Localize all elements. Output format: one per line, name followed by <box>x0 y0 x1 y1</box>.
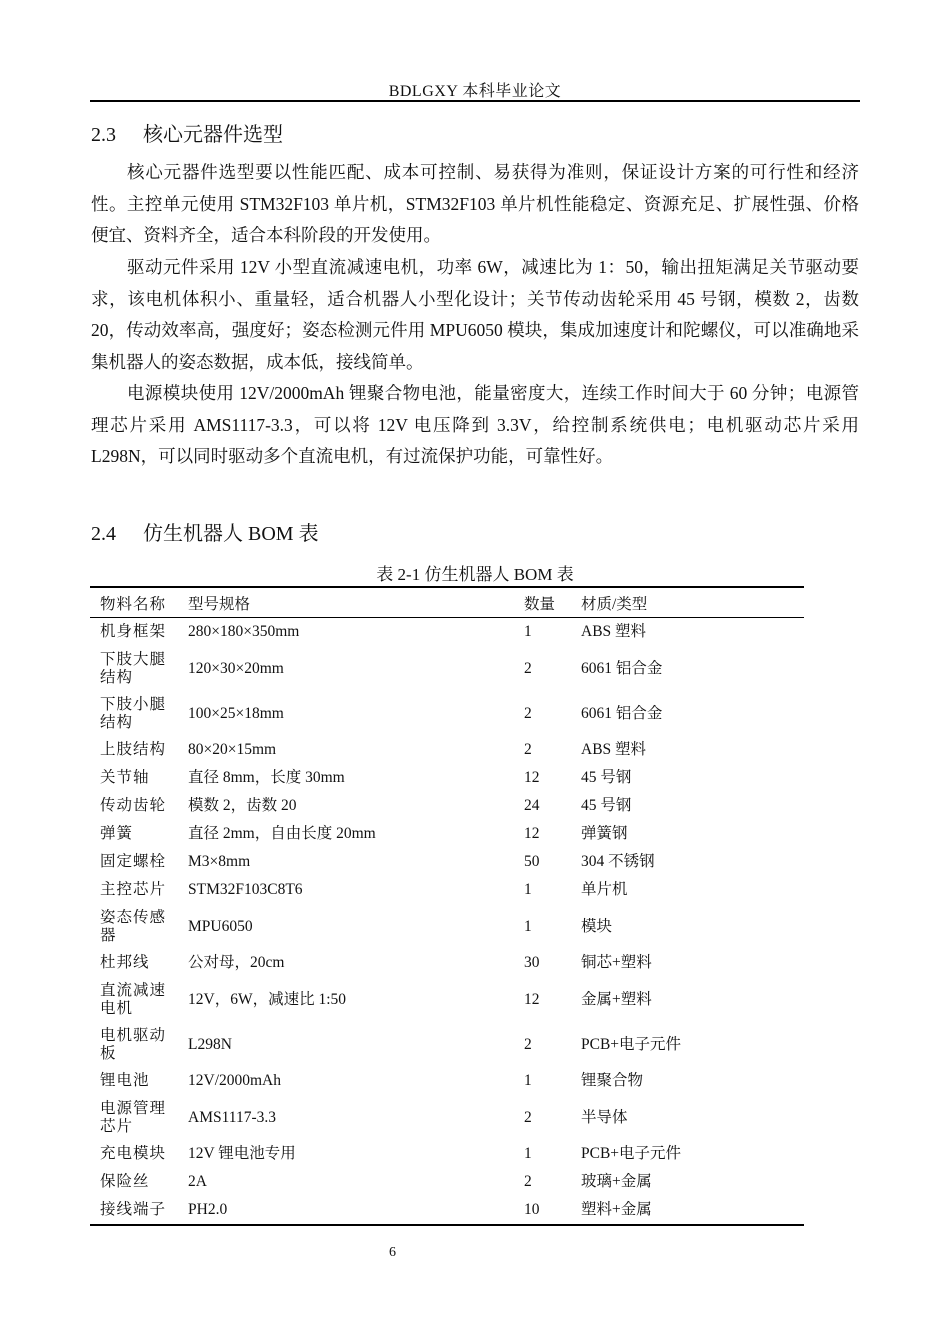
cell-spec: 12V 锂电池专用 <box>188 1145 296 1162</box>
cell-material: 6061 铝合金 <box>581 704 663 722</box>
cell-spec: 模数 2，齿数 20 <box>188 797 297 814</box>
table-row <box>90 820 804 848</box>
cell-qty: 24 <box>524 797 540 814</box>
section-title: 核心元器件选型 <box>143 124 283 146</box>
table-row <box>90 1140 804 1168</box>
cell-qty: 2 <box>524 1108 532 1126</box>
table-row <box>90 736 804 764</box>
cell-qty: 1 <box>524 881 532 898</box>
cell-qty: 1 <box>524 1072 532 1089</box>
section-heading-2-3 <box>91 118 283 147</box>
section-title: 仿生机器人 BOM 表 <box>143 523 319 545</box>
cell-name: 接线端子 <box>100 1201 167 1218</box>
cell-name: 锂电池 <box>100 1072 150 1089</box>
column-header-spec: 型号规格 <box>188 595 251 613</box>
table-row <box>90 876 804 904</box>
cell-name: 主控芯片 <box>100 881 167 898</box>
cell-spec: STM32F103C8T6 <box>188 881 303 898</box>
cell-material: 304 不锈钢 <box>581 853 655 870</box>
section-heading-2-4 <box>91 517 319 546</box>
cell-qty: 1 <box>524 623 532 640</box>
table-row <box>90 646 804 691</box>
cell-name: 充电模块 <box>100 1145 167 1162</box>
cell-qty: 12 <box>524 769 540 786</box>
cell-qty: 30 <box>524 954 540 971</box>
table-row <box>90 1196 804 1225</box>
cell-material: 锂聚合物 <box>581 1072 644 1089</box>
cell-qty: 12 <box>524 990 540 1008</box>
page-number: 6 <box>389 1245 396 1260</box>
column-header-name: 物料名称 <box>100 595 167 613</box>
section-number: 2.3 <box>91 124 116 146</box>
cell-material: PCB+电子元件 <box>581 1035 682 1053</box>
cell-qty: 2 <box>524 1035 532 1053</box>
cell-spec: 2A <box>188 1173 207 1190</box>
table-row <box>90 764 804 792</box>
column-header-material: 材质/类型 <box>581 595 648 613</box>
cell-material: 弹簧钢 <box>581 825 628 842</box>
cell-name: 传动齿轮 <box>100 797 167 814</box>
cell-name: 关节轴 <box>100 769 150 786</box>
cell-qty: 12 <box>524 825 540 842</box>
table-row <box>90 848 804 876</box>
cell-spec: L298N <box>188 1035 232 1053</box>
table-row <box>90 904 804 949</box>
cell-qty: 2 <box>524 659 532 677</box>
cell-spec: 直径 8mm，长度 30mm <box>188 769 345 786</box>
page-header: BDLGXY 本科毕业论文 <box>388 83 562 100</box>
cell-spec: MPU6050 <box>188 917 253 935</box>
cell-spec: 120×30×20mm <box>188 659 284 677</box>
cell-material: 金属+塑料 <box>581 990 652 1008</box>
section-number: 2.4 <box>91 523 116 545</box>
table-row <box>90 792 804 820</box>
cell-name: 直流减速电机 <box>100 981 167 1017</box>
cell-name: 下肢小腿结构 <box>100 695 167 731</box>
cell-material: 45 号钢 <box>581 797 632 814</box>
paragraph-3: 电源模块使用 12V/2000mAh 锂聚合物电池，能量密度大，连续工作时间大于 60 分钟；电源管理芯片采用 AMS1117-3.3，可以将 12V 电压降到 3.3V，给控制系统供电；电机驱动芯片采用 L298N，可以同时驱动多个直流电机，有过流保护功能，可靠性好。 <box>91 383 859 466</box>
cell-material: 铜芯+塑料 <box>581 954 652 971</box>
cell-qty: 2 <box>524 741 532 758</box>
cell-qty: 10 <box>524 1201 540 1218</box>
cell-qty: 2 <box>524 1173 532 1190</box>
table-row <box>90 618 804 647</box>
header-rule <box>90 100 860 102</box>
cell-name: 杜邦线 <box>100 954 150 971</box>
cell-spec: 100×25×18mm <box>188 704 284 722</box>
cell-material: 半导体 <box>581 1108 628 1126</box>
cell-spec: 12V，6W，减速比 1:50 <box>188 990 347 1008</box>
cell-name: 保险丝 <box>100 1173 150 1190</box>
cell-material: ABS 塑料 <box>581 623 647 640</box>
table-row <box>90 691 804 736</box>
cell-name: 固定螺栓 <box>100 853 167 870</box>
cell-qty: 2 <box>524 704 532 722</box>
table-row <box>90 1022 804 1067</box>
cell-name: 电源管理芯片 <box>100 1099 167 1135</box>
cell-material: ABS 塑料 <box>581 741 647 758</box>
bom-table <box>90 586 804 1226</box>
table-caption: 表 2-1 仿生机器人 BOM 表 <box>376 565 574 584</box>
paragraph-1: 核心元器件选型要以性能匹配、成本可控制、易获得为准则，保证设计方案的可行性和经济性。主控单元使用 STM32F103 单片机，STM32F103 单片机性能稳定、资源充足、扩展性强、价格便宜、资料齐全，适合本科阶段的开发使用。 <box>91 162 859 245</box>
cell-material: 塑料+金属 <box>581 1201 652 1218</box>
cell-material: 模块 <box>581 917 613 935</box>
cell-material: 45 号钢 <box>581 769 632 786</box>
cell-material: 玻璃+金属 <box>581 1173 652 1190</box>
cell-qty: 1 <box>524 917 532 935</box>
cell-name: 机身框架 <box>100 623 167 640</box>
cell-spec: 公对母，20cm <box>188 954 285 971</box>
column-header-qty: 数量 <box>524 595 556 613</box>
cell-spec: 80×20×15mm <box>188 741 277 758</box>
cell-name: 下肢大腿结构 <box>100 650 167 686</box>
table-row <box>90 1067 804 1095</box>
cell-qty: 50 <box>524 853 540 870</box>
cell-qty: 1 <box>524 1145 532 1162</box>
cell-material: 6061 铝合金 <box>581 659 663 677</box>
cell-spec: PH2.0 <box>188 1201 228 1218</box>
cell-material: PCB+电子元件 <box>581 1145 682 1162</box>
cell-spec: 直径 2mm，自由长度 20mm <box>188 825 376 842</box>
cell-spec: AMS1117-3.3 <box>188 1108 276 1126</box>
cell-name: 上肢结构 <box>100 741 167 758</box>
cell-name: 姿态传感器 <box>100 908 167 944</box>
table-row <box>90 949 804 977</box>
table-row <box>90 1168 804 1196</box>
cell-name: 电机驱动板 <box>100 1026 167 1062</box>
cell-spec: M3×8mm <box>188 853 251 870</box>
cell-spec: 12V/2000mAh <box>188 1072 281 1089</box>
paragraph-2: 驱动元件采用 12V 小型直流减速电机，功率 6W，减速比为 1：50，输出扭矩满足关节驱动要求，该电机体积小、重量轻，适合机器人小型化设计；关节传动齿轮采用 45 号钢，模数 2，齿数 20，传动效率高，强度好；姿态检测元件用 MPU6050 模块，集成加速度计和陀螺仪，可以准确地采集机器人的姿态数据，成本低，接线简单。 <box>91 257 859 372</box>
cell-spec: 280×180×350mm <box>188 623 300 640</box>
cell-material: 单片机 <box>581 881 628 898</box>
table-row <box>90 1095 804 1140</box>
cell-name: 弹簧 <box>100 825 134 842</box>
table-header-row <box>90 587 804 618</box>
table-row <box>90 977 804 1022</box>
table-body <box>90 618 804 1226</box>
